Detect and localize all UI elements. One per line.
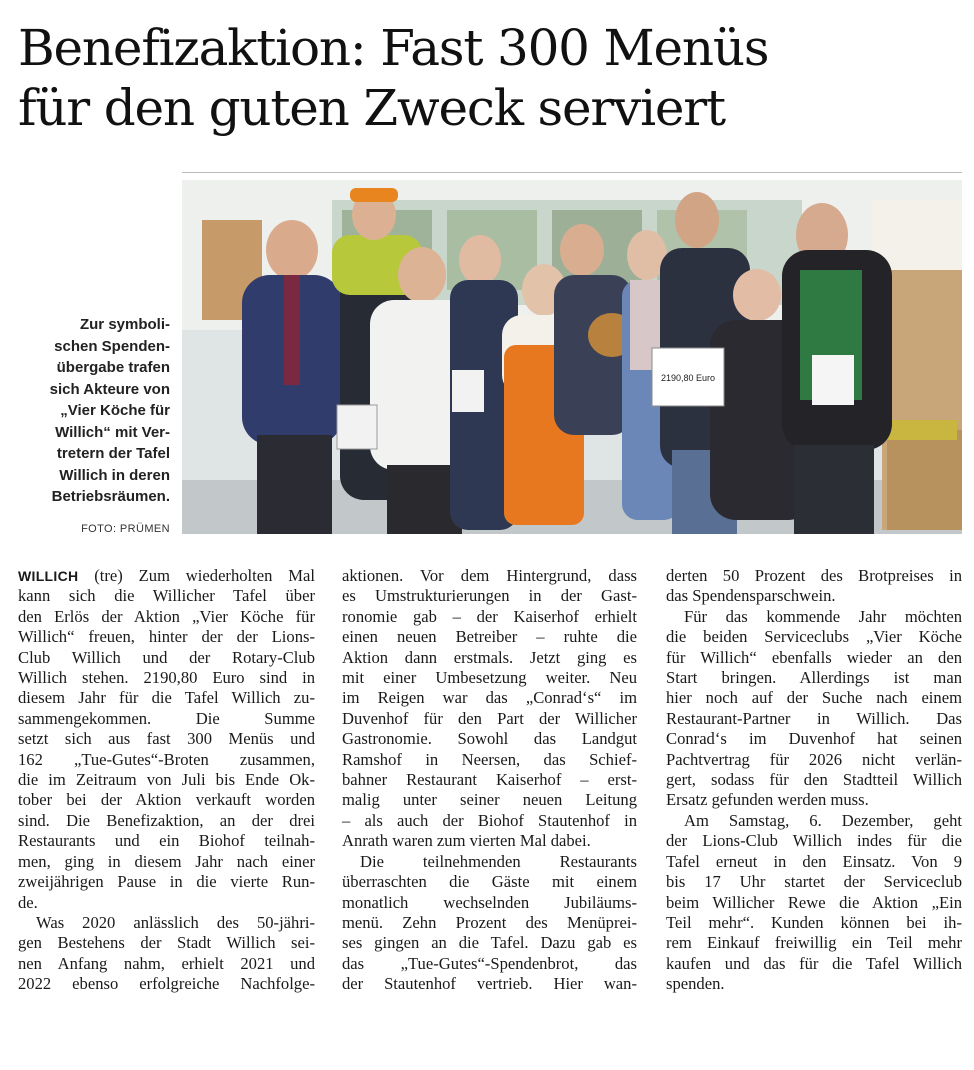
article-line: Ramshof in Neersen, das Schief- [342,749,637,769]
article-line: mit einer Umbesetzung weiter. Neu [342,668,637,688]
article-line: Restaurants und ein Biohof teilnah- [18,831,315,851]
article-line: 2022 ebenso erfolgreiche Nachfolge- [18,974,315,994]
article-line: der Stautenhof vertrieb. Hier wan- [342,974,637,994]
caption-line: sich Akteure von [49,380,170,398]
article-line: Duvenhof für den Part der Willicher [342,708,637,728]
article-line: aktionen. Vor dem Hintergrund, dass [342,566,637,585]
photo-top-rule [182,172,962,173]
article-line: die im Zeitraum von Juli bis Ende Ok- [18,770,315,790]
article-column-2 [342,566,637,995]
article-line: einen neuen Betreiber – ruhte die [342,627,637,647]
article-column-3 [666,566,962,995]
article-line: für Willich“ ebenfalls wieder an den [666,647,962,667]
article-line: Restaurant-Partner in Willich. Das [666,708,962,728]
article-line: tober bei der Aktion verkauft worden [18,790,315,810]
article-line: kaufen und das für die Tafel Willich [666,953,962,973]
article-line: hier noch auf der Suche nach einem [666,688,962,708]
article-dateline: WILLICH [18,568,79,584]
article-line: im Reigen war das „Conrad‘s“ im [342,688,637,708]
article-line: Conrad‘s im Duvenhof hat seinen [666,729,962,749]
article-line: Willich“ freuen, hinter der der Lions- [18,627,315,647]
donation-sign-label: 2190,80 Euro [660,373,716,383]
article-line: Die teilnehmenden Restaurants [360,851,637,871]
article-line: monatlich wechselnden Jubiläums- [342,892,637,912]
article-line: zweijährigen Pause in die vierte Run- [18,872,315,892]
group-photo-illustration [182,180,962,534]
article-line: sammengekommen. Die Summe [18,708,315,728]
caption-line: Betriebsräumen. [51,488,170,505]
article-line: Tafel erneut in den Einsatz. Von 9 [666,851,962,871]
article-line: bahner Restaurant Kaiserhof – erst- [342,770,637,790]
article-line: diesem Jahr für die Tafel Willich zu- [18,688,315,708]
caption-line: „Vier Köche für [60,402,170,419]
headline-line-2: für den guten Zweck serviert [18,79,725,137]
article-line: ronomie gab – der Kaiserhof erhielt [342,606,637,626]
article-line: sind. Die Benefizaktion, an der drei [18,810,315,830]
article-column-1 [18,566,315,995]
caption-line: übergabe trafen [56,359,170,376]
article-line: das „Tue-Gutes“-Spendenbrot, das [342,953,637,973]
article-line: Start bringen. Allerdings ist man [666,668,962,688]
article-line: Für das kommende Jahr möchten [684,606,962,626]
article-line: WILLICH (tre) Zum wiederholten Mal [18,566,315,585]
article-line: überraschten die Gäste mit einem [342,872,637,892]
article-line: beim Willicher Rewe die Aktion „Ein [666,892,962,912]
article-headline [18,18,958,138]
caption-line: Willich in deren [59,466,170,484]
group-photo [182,180,962,534]
article-line: Club Willich und der Rotary-Club [18,647,315,667]
article-line: der Lions-Club Willich indes für die [666,831,962,851]
article-line: setzt sich aus fast 300 Menüs und [18,729,315,749]
photo-credit: FOTO: PRÜMEN [81,523,170,535]
headline-line-1: Benefizaktion: Fast 300 Menüs [18,19,769,77]
article-line: Pachtvertrag für 2026 nicht verlän- [666,749,962,769]
article-line: Gastronomie. Sowohl das Landgut [342,729,637,749]
article-line: malig unter seiner neuen Leitung [342,790,637,810]
article-line: den Erlös der Aktion „Vier Köche für [18,606,315,626]
article-line: bis 17 Uhr startet der Serviceclub [666,872,962,892]
article-line: Ersatz gefunden werden muss. [666,790,869,810]
article-line: rem Einkauf freiwillig ein Teil mehr [666,933,962,953]
article-line: gert, sodass für den Stadtteil Willich [666,770,962,790]
article-line: das Spendensparschwein. [666,586,836,606]
article-line: Anrath waren zum vierten Mal dabei. [342,831,591,851]
article-line: derten 50 Prozent des Brotpreises in [666,566,962,585]
article-line: Willich stehen. 2190,80 Euro sind in [18,668,315,688]
article-line: 162 „Tue-Gutes“-Broten zusammen, [18,749,315,769]
article-line: spenden. [666,974,725,994]
article-line: nen Anfang nahm, erhielt 2021 und [18,953,315,973]
article-line: Am Samstag, 6. Dezember, geht [684,810,962,830]
photo-caption [18,314,170,508]
article-line: gen Bestehens der Stadt Willich sei- [18,933,315,953]
article-line: kann sich die Willicher Tafel über [18,586,315,606]
article-line: – als auch der Biohof Stautenhof in [342,810,637,830]
caption-line: tretern der Tafel [56,445,170,462]
caption-line: Willich“ mit Ver- [55,423,170,441]
article-line: Was 2020 anlässlich des 50-jähri- [36,912,315,932]
article-line: menü. Zehn Prozent des Menüprei- [342,912,637,932]
article-line: men, ging in diesem Jahr nach einer [18,851,315,871]
caption-line: Zur symboli- [79,316,170,333]
article-line: Aktion dann erstmals. Jetzt ging es [342,647,637,667]
caption-line: schen Spenden- [54,337,170,355]
article-line: de. [18,892,38,912]
article-line: ses gingen an die Tafel. Dazu gab es [342,933,637,953]
article-line: Teil mehr“. Kunden können bei ih- [666,912,962,932]
article-line: die beiden Serviceclubs „Vier Köche [666,627,962,647]
article-line: es Umstrukturierungen in der Gast- [342,586,637,606]
